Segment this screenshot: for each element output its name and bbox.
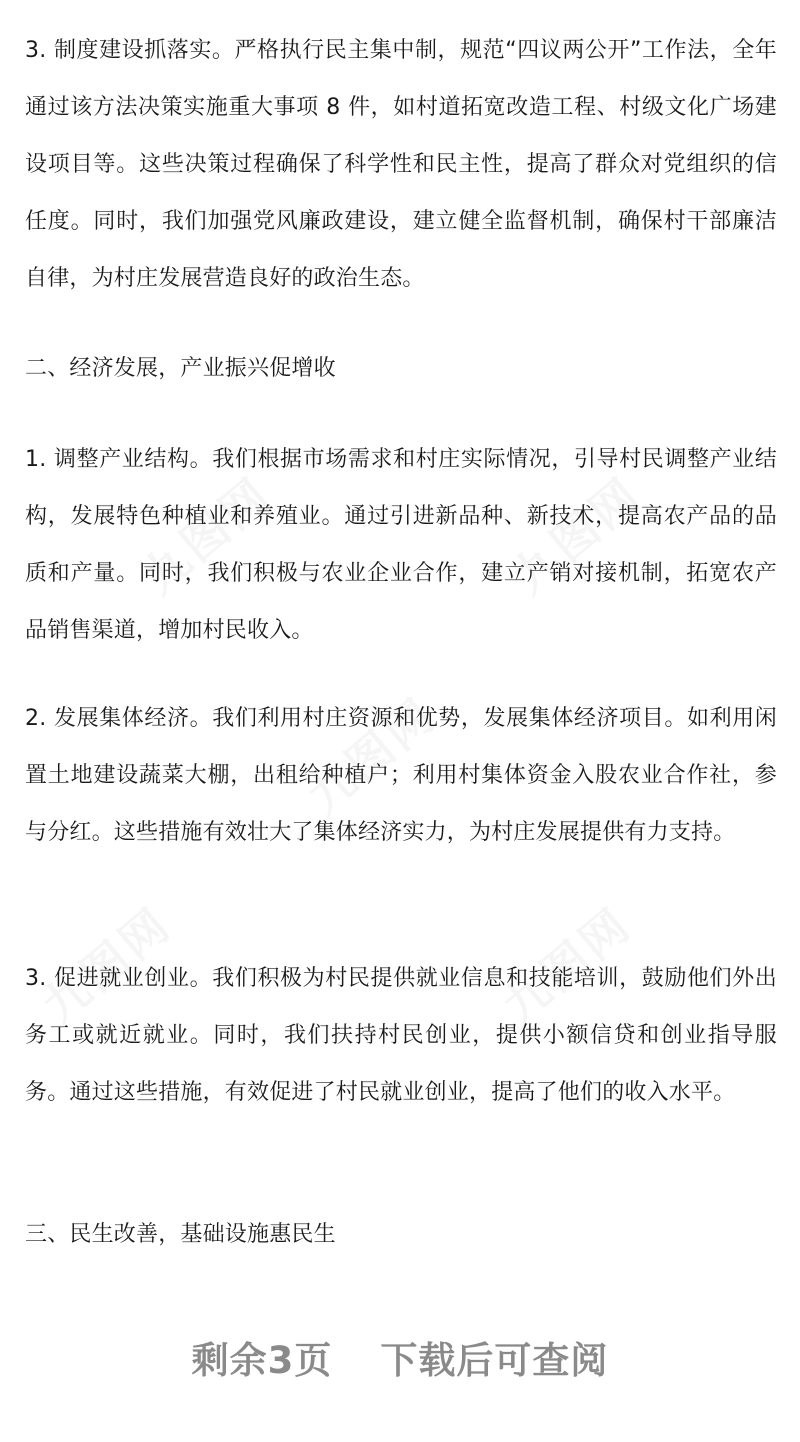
download-banner[interactable] xyxy=(0,1330,800,1384)
section-heading-economy: 二、经济发展，产业振兴促增收 xyxy=(25,356,336,381)
section-heading-livelihood: 三、民生改善，基础设施惠民生 xyxy=(25,1222,336,1247)
paragraph-industry-structure: 1. 调整产业结构。我们根据市场需求和村庄实际情况，引导村民调整产业结构，发展特色种植业和养殖业。通过引进新品种、新技术，提高农产品的品质和产量。同时，我们积极与农业企业合作，建立产销对接机制，拓宽农产品销售渠道，增加村民收入。 xyxy=(25,447,777,643)
paragraph-system-building: 3. 制度建设抓落实。严格执行民主集中制，规范“四议两公开”工作法，全年通过该方法决策实施重大事项 8 件，如村道拓宽改造工程、村级文化广场建设项目等。这些决策过程确保了科学性和民主性，提高了群众对党组织的信任度。同时，我们加强党风廉政建设，建立健全监督机制，确保村干部廉洁自律，为村庄发展营造良好的政治生态。 xyxy=(25,38,777,291)
paragraph-employment: 3. 促进就业创业。我们积极为村民提供就业信息和技能培训，鼓励他们外出务工或就近就业。同时，我们扶持村民创业，提供小额信贷和创业指导服务。通过这些措施，有效促进了村民就业创业，提高了他们的收入水平。 xyxy=(25,966,777,1105)
watermark: 九图网 xyxy=(502,466,652,605)
watermark: 九图网 xyxy=(32,896,182,1035)
paragraph-collective-economy: 2. 发展集体经济。我们利用村庄资源和优势，发展集体经济项目。如利用闲置土地建设蔬菜大棚，出租给种植户；利用村集体资金入股农业合作社，参与分红。这些措施有效壮大了集体经济实力，为村庄发展提供有力支持。 xyxy=(25,706,777,845)
watermark: 九图网 xyxy=(297,686,447,825)
download-hint-label: 下载后可查阅 xyxy=(380,1339,609,1382)
remaining-pages-label: 剩余3页 xyxy=(191,1339,333,1382)
watermark: 九图网 xyxy=(132,466,282,605)
watermark: 九图网 xyxy=(492,896,642,1035)
